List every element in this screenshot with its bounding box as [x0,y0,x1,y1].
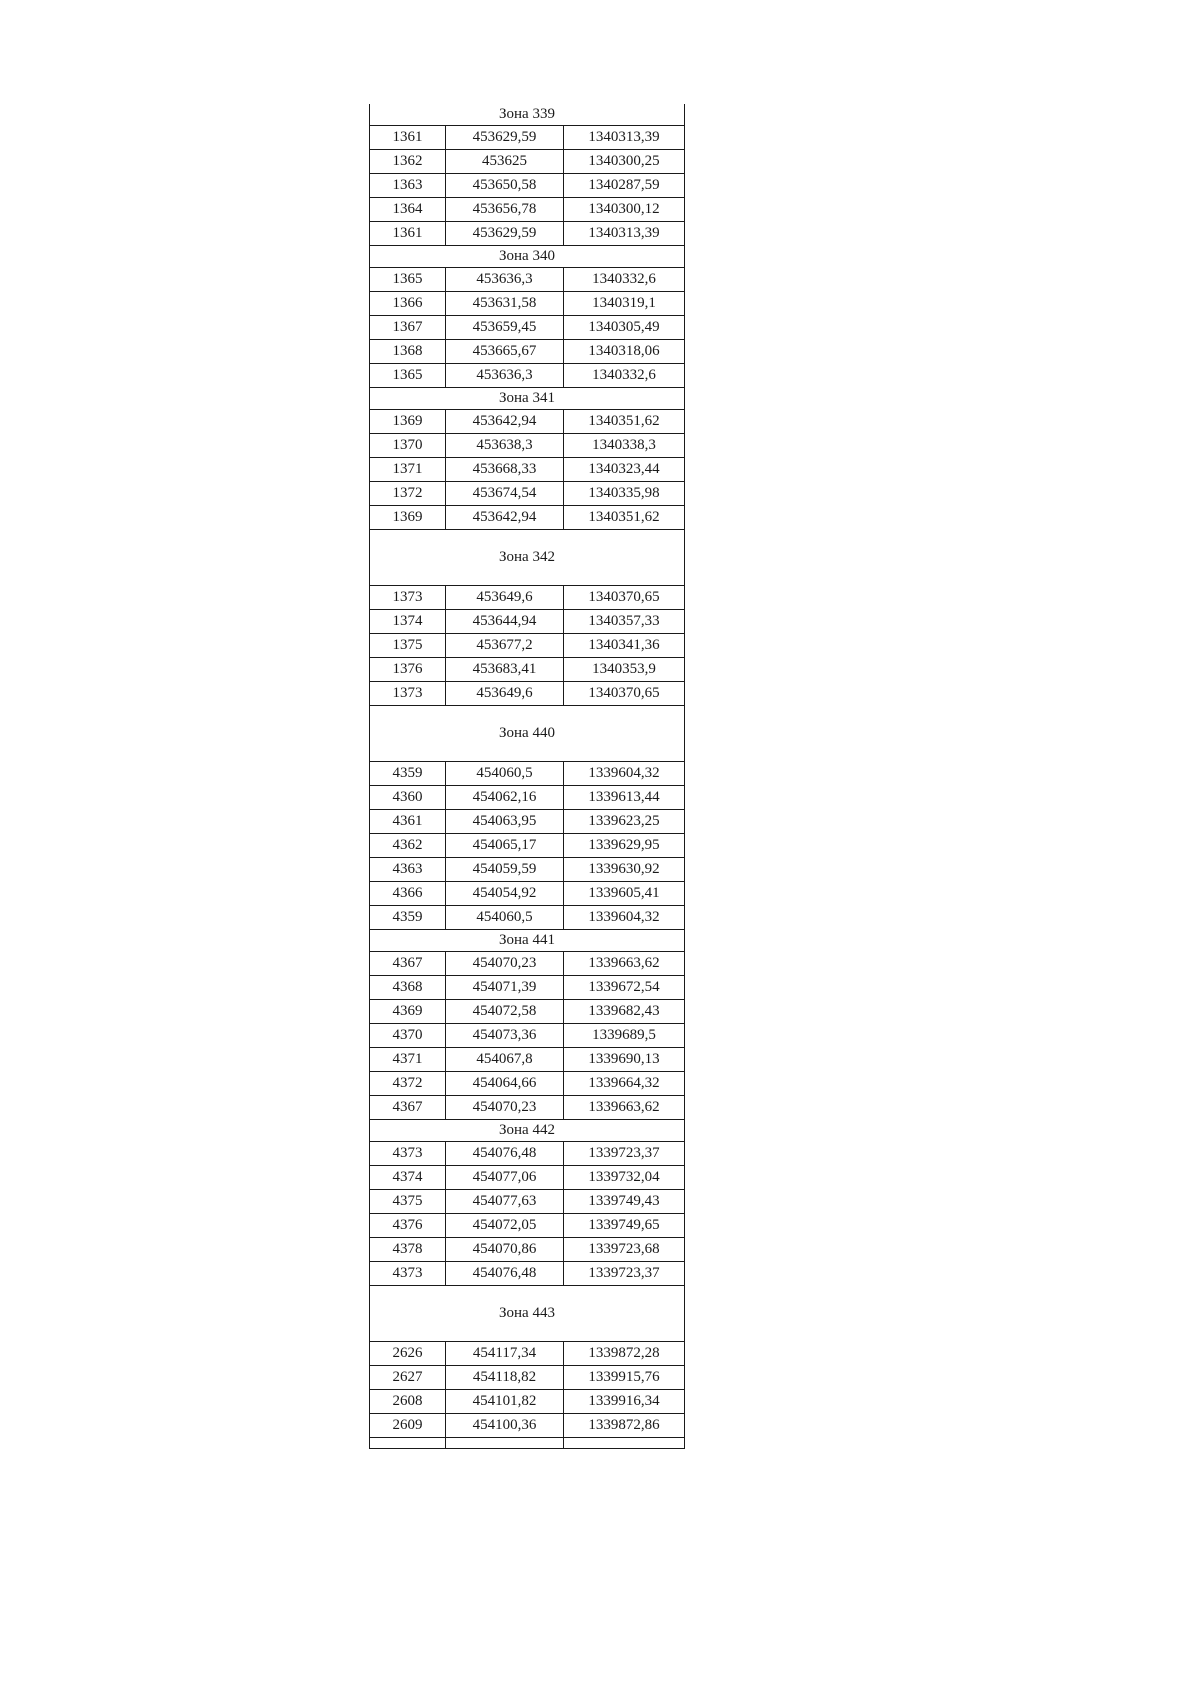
table-row [370,174,685,198]
zone-title: Зона 340 [370,246,685,268]
x-coordinate-cell: 453677,2 [446,634,564,658]
table-row [370,458,685,482]
point-number-cell: 4378 [370,1238,446,1262]
x-coordinate-cell: 454077,06 [446,1166,564,1190]
y-coordinate-cell: 1339723,68 [564,1238,685,1262]
x-coordinate-cell: 454070,23 [446,952,564,976]
table-row [370,858,685,882]
point-number-cell: 1365 [370,364,446,388]
table-row [370,364,685,388]
y-coordinate-cell: 1339623,25 [564,810,685,834]
x-coordinate-cell: 454054,92 [446,882,564,906]
zone-header-row [370,530,685,586]
x-coordinate-cell: 454070,23 [446,1096,564,1120]
y-coordinate-cell: 1340351,62 [564,506,685,530]
y-coordinate-cell: 1339604,32 [564,762,685,786]
point-number-cell: 1374 [370,610,446,634]
point-number-cell: 4362 [370,834,446,858]
point-number-cell: 1366 [370,292,446,316]
point-number-cell: 2609 [370,1414,446,1438]
point-number-cell: 1373 [370,682,446,706]
table-row [370,222,685,246]
table-row [370,482,685,506]
zone-title: Зона 440 [370,706,685,762]
point-number-cell: 4376 [370,1214,446,1238]
table-row [370,1166,685,1190]
x-coordinate-cell: 453665,67 [446,340,564,364]
table-row [370,810,685,834]
table-row [370,610,685,634]
table-row [370,882,685,906]
point-number-cell: 1369 [370,410,446,434]
y-coordinate-cell: 1340341,36 [564,634,685,658]
table-row [370,292,685,316]
x-coordinate-cell: 454073,36 [446,1024,564,1048]
point-number-cell: 4363 [370,858,446,882]
table-row [370,786,685,810]
y-coordinate-cell: 1339672,54 [564,976,685,1000]
table-row [370,126,685,150]
y-coordinate-cell: 1339732,04 [564,1166,685,1190]
zone-header-row [370,930,685,952]
point-number-cell: 4367 [370,1096,446,1120]
zone-header-row [370,706,685,762]
table-row [370,834,685,858]
empty-cell [564,1438,685,1449]
y-coordinate-cell: 1339664,32 [564,1072,685,1096]
point-number-cell: 1370 [370,434,446,458]
y-coordinate-cell: 1340370,65 [564,586,685,610]
table-row [370,340,685,364]
y-coordinate-cell: 1340332,6 [564,364,685,388]
x-coordinate-cell: 453668,33 [446,458,564,482]
x-coordinate-cell: 453629,59 [446,126,564,150]
y-coordinate-cell: 1340305,49 [564,316,685,340]
y-coordinate-cell: 1340323,44 [564,458,685,482]
x-coordinate-cell: 454100,36 [446,1414,564,1438]
point-number-cell: 1376 [370,658,446,682]
empty-cell [370,1438,446,1449]
y-coordinate-cell: 1340318,06 [564,340,685,364]
table-row [370,506,685,530]
point-number-cell: 1367 [370,316,446,340]
point-number-cell: 4373 [370,1262,446,1286]
x-coordinate-cell: 454070,86 [446,1238,564,1262]
empty-cell [446,1438,564,1449]
x-coordinate-cell: 453650,58 [446,174,564,198]
x-coordinate-cell: 454062,16 [446,786,564,810]
y-coordinate-cell: 1339723,37 [564,1142,685,1166]
point-number-cell: 4372 [370,1072,446,1096]
y-coordinate-cell: 1339872,86 [564,1414,685,1438]
x-coordinate-cell: 454101,82 [446,1390,564,1414]
y-coordinate-cell: 1340351,62 [564,410,685,434]
x-coordinate-cell: 453674,54 [446,482,564,506]
x-coordinate-cell: 453638,3 [446,434,564,458]
y-coordinate-cell: 1340300,12 [564,198,685,222]
x-coordinate-cell: 453683,41 [446,658,564,682]
point-number-cell: 1361 [370,126,446,150]
point-number-cell: 2627 [370,1366,446,1390]
table-row [370,1142,685,1166]
y-coordinate-cell: 1339690,13 [564,1048,685,1072]
point-number-cell: 1365 [370,268,446,292]
y-coordinate-cell: 1339915,76 [564,1366,685,1390]
table-row [370,1238,685,1262]
table-row [370,1072,685,1096]
y-coordinate-cell: 1339749,43 [564,1190,685,1214]
empty-table-row [370,1438,685,1449]
zone-header-row [370,246,685,268]
point-number-cell: 1363 [370,174,446,198]
point-number-cell: 4373 [370,1142,446,1166]
x-coordinate-cell: 454077,63 [446,1190,564,1214]
x-coordinate-cell: 453636,3 [446,364,564,388]
x-coordinate-cell: 454076,48 [446,1142,564,1166]
table-row [370,682,685,706]
y-coordinate-cell: 1339749,65 [564,1214,685,1238]
point-number-cell: 1368 [370,340,446,364]
y-coordinate-cell: 1339682,43 [564,1000,685,1024]
y-coordinate-cell: 1340370,65 [564,682,685,706]
x-coordinate-cell: 454071,39 [446,976,564,1000]
point-number-cell: 4374 [370,1166,446,1190]
point-number-cell: 1371 [370,458,446,482]
table-row [370,1024,685,1048]
x-coordinate-cell: 453642,94 [446,410,564,434]
point-number-cell: 4367 [370,952,446,976]
table-row [370,1414,685,1438]
y-coordinate-cell: 1339604,32 [564,906,685,930]
point-number-cell: 4361 [370,810,446,834]
zone-title: Зона 443 [370,1286,685,1342]
point-number-cell: 4368 [370,976,446,1000]
table-row [370,976,685,1000]
table-row [370,198,685,222]
table-row [370,316,685,340]
x-coordinate-cell: 453656,78 [446,198,564,222]
point-number-cell: 1375 [370,634,446,658]
x-coordinate-cell: 454118,82 [446,1366,564,1390]
point-number-cell: 1364 [370,198,446,222]
y-coordinate-cell: 1339723,37 [564,1262,685,1286]
zone-title: Зона 441 [370,930,685,952]
y-coordinate-cell: 1340332,6 [564,268,685,292]
point-number-cell: 1369 [370,506,446,530]
point-number-cell: 1361 [370,222,446,246]
point-number-cell: 4375 [370,1190,446,1214]
table-row [370,1390,685,1414]
point-number-cell: 1362 [370,150,446,174]
point-number-cell: 4366 [370,882,446,906]
zone-title: Зона 442 [370,1120,685,1142]
zone-header-row [370,1286,685,1342]
table-row [370,906,685,930]
x-coordinate-cell: 454065,17 [446,834,564,858]
point-number-cell: 1373 [370,586,446,610]
table-row [370,1190,685,1214]
x-coordinate-cell: 454064,66 [446,1072,564,1096]
x-coordinate-cell: 454076,48 [446,1262,564,1286]
x-coordinate-cell: 454067,8 [446,1048,564,1072]
table-row [370,586,685,610]
y-coordinate-cell: 1340313,39 [564,222,685,246]
x-coordinate-cell: 454117,34 [446,1342,564,1366]
table-row [370,1342,685,1366]
point-number-cell: 4369 [370,1000,446,1024]
x-coordinate-cell: 454072,58 [446,1000,564,1024]
table-row [370,952,685,976]
coordinates-table-body [370,104,685,1449]
y-coordinate-cell: 1339872,28 [564,1342,685,1366]
zone-header-row [370,1120,685,1142]
point-number-cell: 4360 [370,786,446,810]
zone-title: Зона 342 [370,530,685,586]
x-coordinate-cell: 453642,94 [446,506,564,530]
table-row [370,658,685,682]
point-number-cell: 4359 [370,762,446,786]
table-row [370,268,685,292]
table-row [370,150,685,174]
table-row [370,1366,685,1390]
point-number-cell: 1372 [370,482,446,506]
y-coordinate-cell: 1340300,25 [564,150,685,174]
point-number-cell: 4370 [370,1024,446,1048]
x-coordinate-cell: 453659,45 [446,316,564,340]
y-coordinate-cell: 1340287,59 [564,174,685,198]
table-row [370,1000,685,1024]
y-coordinate-cell: 1339613,44 [564,786,685,810]
y-coordinate-cell: 1339916,34 [564,1390,685,1414]
x-coordinate-cell: 454063,95 [446,810,564,834]
x-coordinate-cell: 454060,5 [446,906,564,930]
zone-title: Зона 339 [370,104,685,126]
y-coordinate-cell: 1340357,33 [564,610,685,634]
zone-header-row [370,104,685,126]
coordinates-table [369,104,685,1449]
y-coordinate-cell: 1339689,5 [564,1024,685,1048]
y-coordinate-cell: 1339605,41 [564,882,685,906]
x-coordinate-cell: 453649,6 [446,682,564,706]
x-coordinate-cell: 453625 [446,150,564,174]
x-coordinate-cell: 454059,59 [446,858,564,882]
x-coordinate-cell: 453636,3 [446,268,564,292]
y-coordinate-cell: 1340313,39 [564,126,685,150]
y-coordinate-cell: 1340353,9 [564,658,685,682]
table-row [370,1214,685,1238]
table-row [370,410,685,434]
point-number-cell: 4359 [370,906,446,930]
x-coordinate-cell: 453629,59 [446,222,564,246]
point-number-cell: 4371 [370,1048,446,1072]
y-coordinate-cell: 1340338,3 [564,434,685,458]
y-coordinate-cell: 1339629,95 [564,834,685,858]
y-coordinate-cell: 1340319,1 [564,292,685,316]
zone-header-row [370,388,685,410]
table-row [370,434,685,458]
y-coordinate-cell: 1339630,92 [564,858,685,882]
x-coordinate-cell: 454060,5 [446,762,564,786]
y-coordinate-cell: 1340335,98 [564,482,685,506]
y-coordinate-cell: 1339663,62 [564,952,685,976]
table-row [370,1096,685,1120]
y-coordinate-cell: 1339663,62 [564,1096,685,1120]
table-row [370,1262,685,1286]
table-row [370,1048,685,1072]
x-coordinate-cell: 453649,6 [446,586,564,610]
zone-title: Зона 341 [370,388,685,410]
point-number-cell: 2626 [370,1342,446,1366]
x-coordinate-cell: 454072,05 [446,1214,564,1238]
x-coordinate-cell: 453631,58 [446,292,564,316]
point-number-cell: 2608 [370,1390,446,1414]
x-coordinate-cell: 453644,94 [446,610,564,634]
table-row [370,634,685,658]
table-row [370,762,685,786]
